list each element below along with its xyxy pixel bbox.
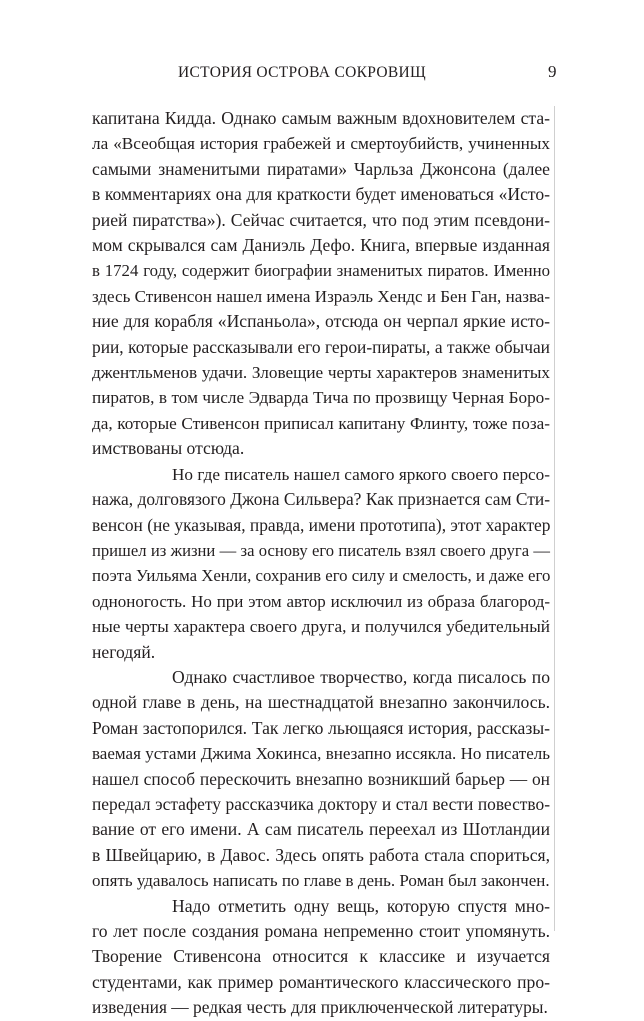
page-edge-rule — [554, 106, 555, 931]
text-line: Творение Стивенсона относится к классике и изучается — [92, 946, 550, 967]
text-line: имствованы отсюда. — [92, 438, 245, 459]
text-line: Роман застопорился. Так легко льющаяся история, рассказы- — [92, 717, 550, 738]
running-title: ИСТОРИЯ ОСТРОВА СОКРОВИЩ — [178, 64, 426, 81]
text-line: здесь Стивенсон нашел имена Израэль Хендс и Бен Ган, назва- — [92, 286, 550, 306]
text-line: опять удавалось написать по главе в день. Роман был закончен. — [92, 871, 550, 891]
text-line: изведения — редкая честь для приключенческой литературы. — [92, 997, 548, 1018]
paragraph — [92, 106, 550, 462]
paragraph — [92, 462, 550, 665]
text-line: да, которые Стивенсон приписал капитану Флинту, тоже поза- — [92, 413, 550, 433]
text-line: в комментариях она для краткости будет именоваться «Исто- — [92, 184, 550, 205]
running-head — [0, 64, 644, 86]
text-line: нажа, долговязого Джона Сильвера? Как признается сам Сти- — [92, 489, 550, 510]
text-line: пришел из жизни — за основу его писатель взял своего друга — — [92, 540, 550, 560]
text-line: негодяй. — [92, 641, 156, 662]
text-line: капитана Кидда. Однако самым важным вдохновителем ста- — [92, 108, 550, 128]
text-line: Но где писатель нашел самого яркого своего персо- — [172, 464, 550, 484]
text-line: студентами, как пример романтического классического про- — [92, 971, 550, 992]
text-line: в Швейцарию, в Давос. Здесь опять работа стала спориться, — [92, 844, 550, 865]
paragraph — [92, 665, 550, 894]
text-line: ные черты характера своего друга, и получился убедительный — [92, 617, 550, 637]
text-line: Однако счастливое творчество, когда писалось по — [172, 666, 550, 687]
text-line: мом скрывался сам Даниэль Дефо. Книга, впервые изданная — [92, 235, 550, 256]
page-number: 9 — [548, 62, 557, 81]
text-line: пиратов, в том числе Эдварда Тича по прозвищу Черная Боро- — [92, 388, 550, 408]
text-line: ла «Всеобщая история грабежей и смертоубийств, учиненных — [92, 134, 550, 154]
text-line: Надо отметить одну вещь, которую спустя мно- — [172, 895, 550, 916]
body-text — [92, 106, 550, 1021]
text-line: рией пиратства»). Сейчас считается, что под этим псевдони- — [92, 209, 550, 230]
text-line: поэта Уильяма Хенли, сохранив его силу и смелость, и даже его — [92, 566, 551, 586]
text-line: рии, которые рассказывали его герои-пираты, а также обычаи — [92, 336, 550, 357]
text-line: венсон (не указывая, правда, имени прототипа), этот характер — [92, 514, 551, 535]
paragraph — [92, 894, 550, 1021]
text-line: нашел способ перескочить внезапно возникший барьер — он — [92, 768, 550, 789]
text-line: одной главе в день, на шестнадцатой внезапно закончилось. — [92, 692, 550, 713]
text-line: вание от его имени. А сам писатель переехал из Шотландии — [92, 819, 550, 840]
text-line: самыми знаменитыми пиратами» Чарльза Джонсона (далее — [92, 158, 550, 179]
text-line: в 1724 году, содержит биографии знаменитых пиратов. Именно — [92, 261, 550, 281]
text-line: го лет после создания романа непременно стоит упомянуть. — [92, 921, 550, 941]
text-line: ние для корабля «Испаньола», отсюда он черпал яркие исто- — [92, 311, 550, 332]
text-line: джентльменов удачи. Зловещие черты характеров знаменитых — [92, 363, 550, 383]
text-line: передал эстафету рассказчика доктору и стал вести повество- — [92, 793, 550, 814]
text-line: одноногость. Но при этом автор исключил из образа благород- — [92, 591, 550, 611]
text-line: ваемая устами Джима Хокинса, внезапно иссякла. Но писатель — [92, 744, 550, 764]
